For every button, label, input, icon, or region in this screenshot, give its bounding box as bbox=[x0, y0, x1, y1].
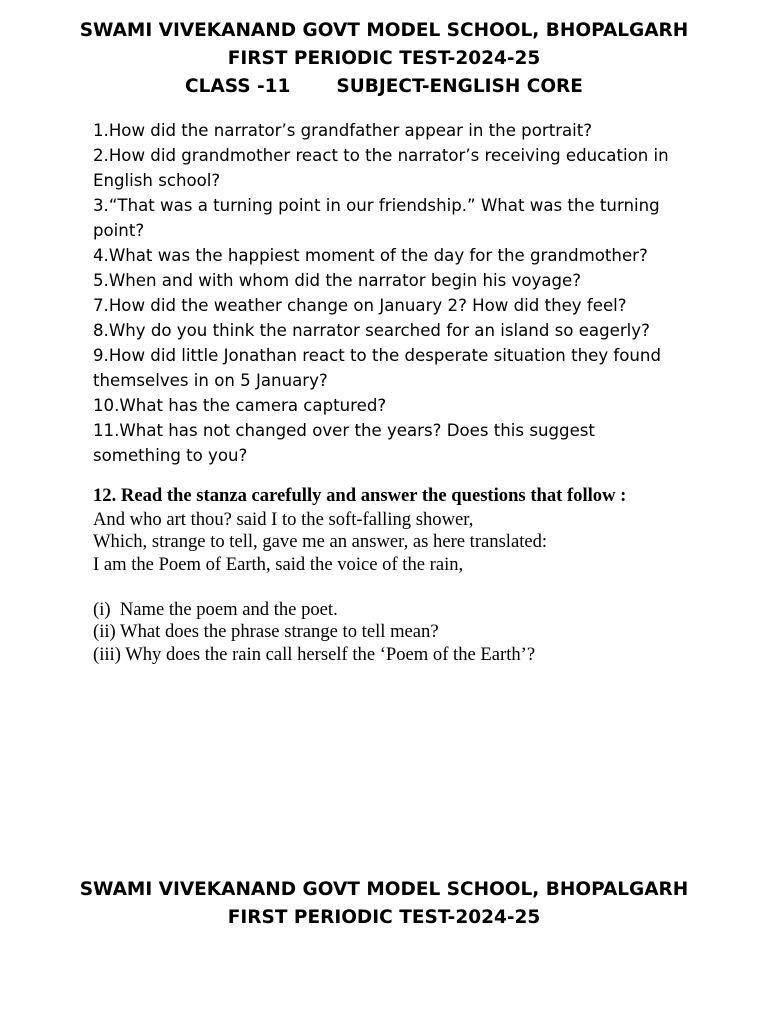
subject-label: SUBJECT-ENGLISH CORE bbox=[336, 76, 583, 97]
school-name: SWAMI VIVEKANAND GOVT MODEL SCHOOL, BHOPALGARH bbox=[79, 879, 689, 900]
stanza-instruction: 12. Read the stanza carefully and answer the questions that follow : bbox=[93, 485, 627, 506]
stanza-section bbox=[93, 485, 683, 666]
question-item: 4.What was the happiest moment of the day for the grandmother? bbox=[93, 246, 648, 265]
question-item: 2.How did grandmother react to the narrator’s receiving education in English school? bbox=[93, 146, 669, 190]
question-item: 8.Why do you think the narrator searched for an island so eagerly? bbox=[93, 321, 650, 340]
question-item: 10.What has the camera captured? bbox=[93, 396, 387, 415]
question-item: 7.How did the weather change on January 2? How did they feel? bbox=[93, 296, 627, 315]
sub-question: (i) Name the poem and the poet. bbox=[93, 598, 338, 620]
stanza-line: And who art thou? said I to the soft-falling shower, bbox=[93, 508, 474, 530]
class-subject-line bbox=[0, 73, 768, 101]
question-item: 11.What has not changed over the years? Does this suggest something to you? bbox=[93, 421, 595, 465]
question-item: 3.“That was a turning point in our friendship.” What was the turning point? bbox=[93, 196, 660, 240]
sub-question: (ii) What does the phrase strange to tell mean? bbox=[93, 621, 439, 642]
question-item: 1.How did the narrator’s grandfather appear in the portrait? bbox=[93, 121, 593, 140]
spacer bbox=[93, 576, 683, 599]
repeated-exam-header bbox=[0, 876, 768, 932]
stanza-line: Which, strange to tell, gave me an answer, as here translated: bbox=[93, 531, 548, 552]
class-label: CLASS -11 bbox=[185, 76, 291, 97]
exam-header bbox=[0, 17, 768, 101]
question-list bbox=[93, 118, 683, 468]
test-title: FIRST PERIODIC TEST-2024-25 bbox=[227, 907, 541, 928]
question-item: 5.When and with whom did the narrator begin his voyage? bbox=[93, 271, 582, 290]
question-item: 9.How did little Jonathan react to the desperate situation they found themselves in on 5 January? bbox=[93, 346, 661, 390]
test-title: FIRST PERIODIC TEST-2024-25 bbox=[227, 48, 541, 69]
stanza-line: I am the Poem of Earth, said the voice of the rain, bbox=[93, 553, 464, 575]
sub-question: (iii) Why does the rain call herself the ‘Poem of the Earth’? bbox=[93, 643, 536, 665]
school-name: SWAMI VIVEKANAND GOVT MODEL SCHOOL, BHOPALGARH bbox=[79, 20, 689, 41]
